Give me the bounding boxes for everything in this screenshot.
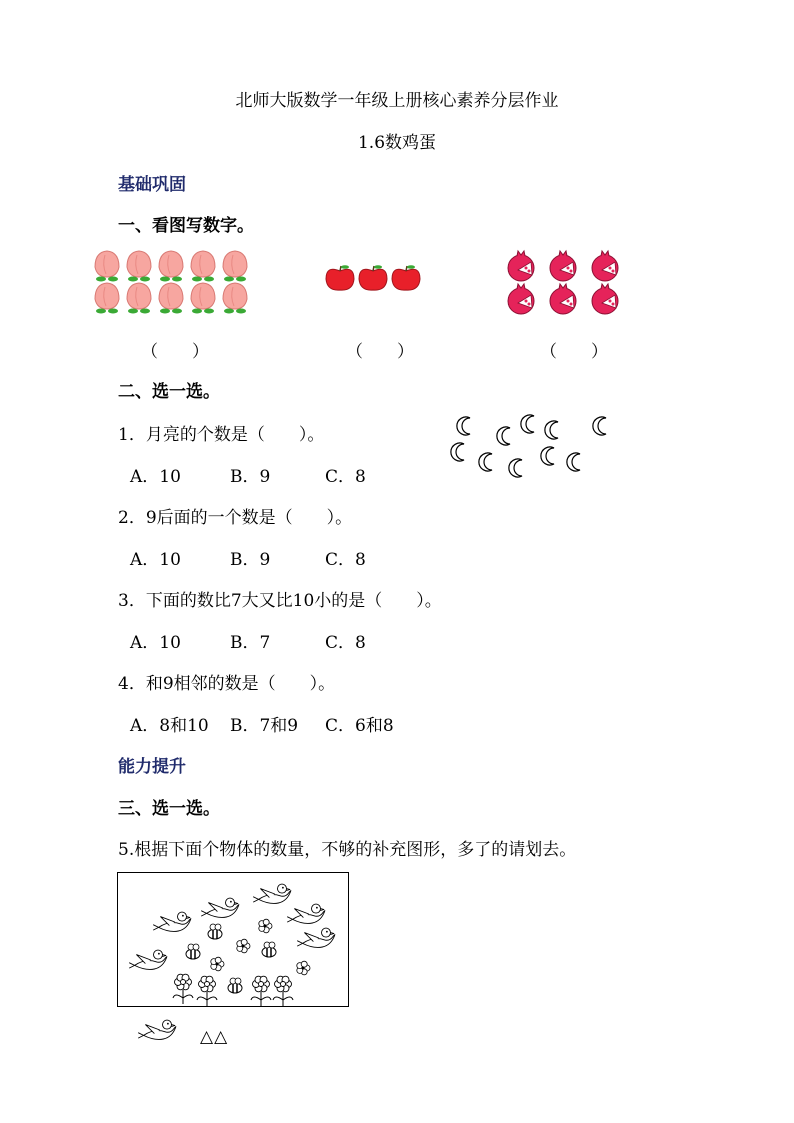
section-advanced: 能力提升	[118, 757, 186, 777]
crescent-moon-icon	[479, 453, 492, 471]
option-a[interactable]: A．10	[130, 550, 181, 570]
crescent-moon-icon	[457, 417, 470, 435]
crescent-moon-icon	[509, 459, 522, 477]
answer-blank-2[interactable]: （ ）	[346, 342, 414, 362]
peach-icon	[95, 283, 119, 314]
question-5: 5.根据下面个物体的数量，不够的补充图形，多了的请划去。	[118, 840, 577, 860]
option-c[interactable]: C．8	[325, 550, 366, 570]
objects-picture-box	[117, 872, 349, 1007]
answer-blank-3[interactable]: （ ）	[540, 342, 608, 362]
question-1: 1．月亮的个数是（ ）。	[118, 425, 325, 445]
options-3	[130, 628, 366, 653]
answer-blank-1[interactable]: （ ）	[141, 342, 209, 362]
option-b[interactable]: B．9	[230, 550, 271, 570]
pomegranate-icon	[592, 284, 618, 314]
option-a[interactable]: A．10	[130, 467, 181, 487]
answer-bird-icon	[134, 1014, 180, 1048]
moon-group	[446, 412, 616, 482]
page-subtitle: 1.6数鸡蛋	[357, 133, 437, 153]
peach-icon	[191, 251, 215, 282]
options-1	[130, 462, 366, 487]
pomegranate-icon	[508, 284, 534, 314]
pomegranate-icon	[508, 251, 534, 281]
part2-heading: 二、选一选。	[118, 382, 220, 402]
option-c[interactable]: C．8	[325, 633, 366, 653]
apple-icon	[392, 265, 420, 290]
apple-group	[324, 264, 424, 294]
peach-icon	[159, 283, 183, 314]
section-basic: 基础巩固	[118, 175, 186, 195]
peach-icon	[127, 251, 151, 282]
apple-icon	[326, 265, 354, 290]
bee-icon	[228, 978, 242, 993]
option-a[interactable]: A．10	[130, 633, 181, 653]
pomegranate-icon	[550, 284, 576, 314]
bee-icon	[186, 944, 200, 959]
option-a[interactable]: A．8和10	[130, 716, 209, 736]
option-b[interactable]: B．7	[230, 633, 271, 653]
question-3: 3．下面的数比7大又比10小的是（ ）。	[118, 591, 442, 611]
page-title: 北师大版数学一年级上册核心素养分层作业	[235, 91, 559, 111]
pomegranate-group	[503, 250, 623, 318]
part3-heading: 三、选一选。	[118, 799, 220, 819]
option-b[interactable]: B．7和9	[230, 716, 299, 736]
crescent-moon-icon	[541, 447, 554, 465]
peach-icon	[159, 251, 183, 282]
question-2: 2．9后面的一个数是（ ）。	[118, 508, 353, 528]
peach-icon	[95, 251, 119, 282]
option-c[interactable]: C．6和8	[325, 716, 394, 736]
options-4	[130, 711, 394, 736]
crescent-moon-icon	[545, 421, 558, 439]
part1-heading: 一、看图写数字。	[118, 216, 254, 236]
apple-icon	[359, 265, 387, 290]
crescent-moon-icon	[521, 415, 534, 433]
pomegranate-icon	[550, 251, 576, 281]
bee-icon	[262, 942, 276, 957]
peach-icon	[127, 283, 151, 314]
peach-icon	[223, 251, 247, 282]
crescent-moon-icon	[593, 417, 606, 435]
triangle-marks: △△	[200, 1027, 229, 1047]
peach-group	[92, 250, 252, 316]
crescent-moon-icon	[497, 427, 510, 445]
option-c[interactable]: C．8	[325, 467, 366, 487]
bird-icon	[138, 1020, 176, 1039]
peach-icon	[223, 283, 247, 314]
crescent-moon-icon	[451, 443, 464, 461]
option-b[interactable]: B．9	[230, 467, 271, 487]
question-4: 4．和9相邻的数是（ ）。	[118, 674, 336, 694]
crescent-moon-icon	[567, 453, 580, 471]
options-2	[130, 545, 366, 570]
bee-icon	[208, 924, 222, 939]
pomegranate-icon	[592, 251, 618, 281]
peach-icon	[191, 283, 215, 314]
